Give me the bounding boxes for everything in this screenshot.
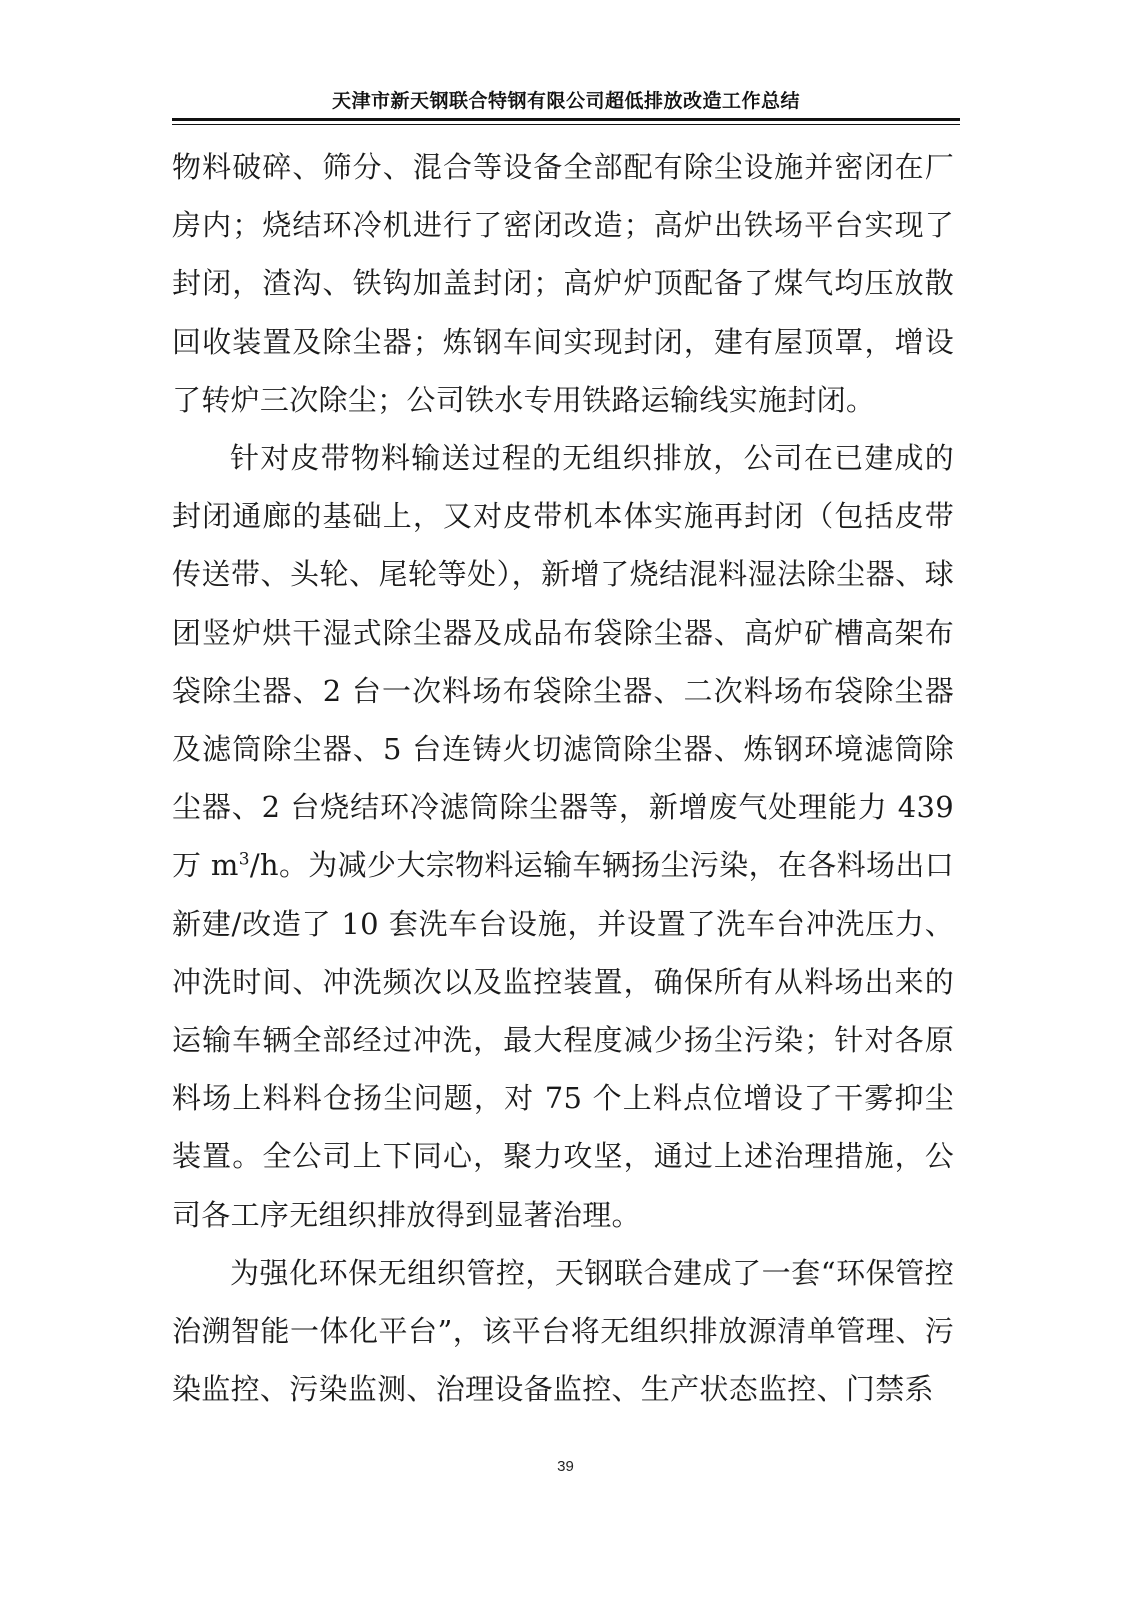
paragraph-1: 物料破碎、筛分、混合等设备全部配有除尘设施并密闭在厂房内；烧结环冷机进行了密闭改造；高炉出铁场平台实现了封闭，渣沟、铁钩加盖封闭；高炉炉顶配备了煤气均压放散回收装置及除尘器；炼钢车间实现封闭，建有屋顶罩，增设了转炉三次除尘；公司铁水专用铁路运输线实施封闭。: [172, 150, 954, 417]
header-divider-thin: [172, 124, 960, 125]
document-body: [172, 138, 954, 1418]
superscript-exponent: 3: [238, 849, 250, 870]
paragraph-2-text-before: 针对皮带物料输送过程的无组织排放，公司在已建成的封闭通廊的基础上，又对皮带机本体实施再封闭（包括皮带传送带、头轮、尾轮等处），新增了烧结混料湿法除尘器、球团竖炉烘干湿式除尘器及成品布袋除尘器、高炉矿槽高架布袋除尘器、2 台一次料场布袋除尘器、二次料场布袋除尘器及滤筒除尘器、5 台连铸火切滤筒除尘器、炼钢环境滤筒除尘器、2 台烧结环冷滤筒除尘器等，新增废气处理能力 439 万 m: [172, 441, 954, 883]
page-number: 39: [557, 1458, 574, 1475]
page-header-title: 天津市新天钢联合特钢有限公司超低排放改造工作总结: [331, 90, 800, 112]
paragraph-3: 为强化环保无组织管控，天钢联合建成了一套“环保管控治溯智能一体化平台”，该平台将无组织排放源清单管理、污染监控、污染监测、治理设备监控、生产状态监控、门禁系: [172, 1255, 954, 1407]
header-divider-thick: [172, 118, 960, 121]
paragraph-2: [172, 429, 954, 1244]
paragraph-2-text-after: /h。为减少大宗物料运输车辆扬尘污染，在各料场出口新建/改造了 10 套洗车台设施，并设置了洗车台冲洗压力、冲洗时间、冲洗频次以及监控装置，确保所有从料场出来的运输车辆全部经过冲洗，最大程度减少扬尘污染；针对各原料场上料料仓扬尘问题，对 75 个上料点位增设了干雾抑尘装置。全公司上下同心，聚力攻坚，通过上述治理措施，公司各工序无组织排放得到显著治理。: [172, 848, 955, 1232]
